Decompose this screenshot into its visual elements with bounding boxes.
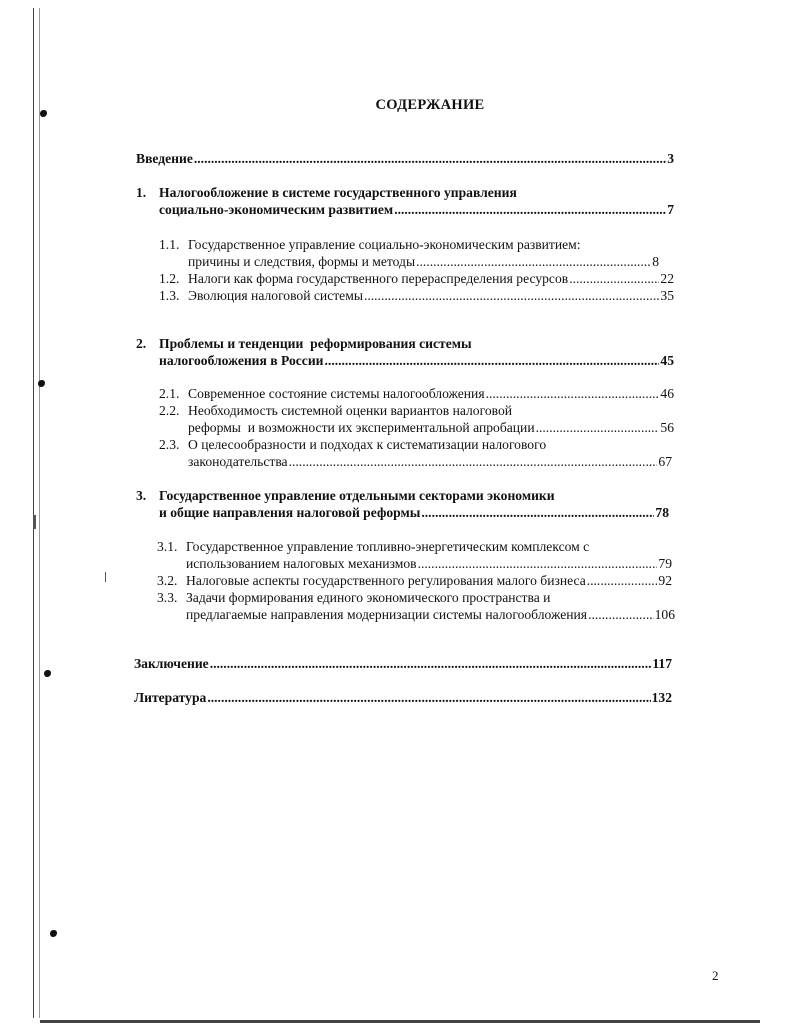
scan-speck bbox=[105, 572, 106, 582]
dot-leader bbox=[210, 655, 652, 672]
dot-leader bbox=[569, 270, 659, 287]
toc-page-number: 92 bbox=[658, 573, 672, 588]
dot-leader bbox=[587, 572, 658, 589]
section-number: 2.2. bbox=[159, 403, 180, 418]
section-title-line2: причины и следствия, формы и методы bbox=[188, 254, 416, 269]
scan-border-line bbox=[33, 8, 34, 1018]
section-title-line1: Необходимость системной оценки вариантов налоговой bbox=[188, 403, 513, 418]
scan-speck bbox=[50, 930, 57, 937]
toc-chapter-1 bbox=[136, 184, 674, 218]
toc-entry-label: Литература bbox=[134, 690, 207, 705]
chapter-title-line2: социально-экономическим развитием bbox=[159, 202, 394, 217]
chapter-number: 3. bbox=[136, 488, 147, 503]
toc-page-number: 67 bbox=[658, 454, 672, 469]
toc-page-number: 117 bbox=[652, 656, 672, 671]
dot-leader bbox=[364, 287, 659, 304]
toc-page-number: 46 bbox=[660, 386, 674, 401]
section-number: 3.3. bbox=[157, 590, 178, 605]
section-title-line1: Государственное управление топливно-энергетическим комплексом с bbox=[186, 539, 590, 554]
toc-page-number: 35 bbox=[660, 288, 674, 303]
section-title-line1: Государственное управление социально-экономическим развитием: bbox=[188, 237, 581, 252]
toc-section-2-1 bbox=[159, 385, 674, 402]
section-title: Современное состояние системы налогообложения bbox=[188, 386, 485, 401]
scan-speck bbox=[44, 670, 51, 677]
section-title: Эволюция налоговой системы bbox=[188, 288, 363, 303]
section-number: 2.1. bbox=[159, 386, 180, 401]
dot-leader bbox=[418, 555, 658, 572]
dot-leader bbox=[289, 453, 658, 470]
dot-leader bbox=[207, 689, 650, 706]
chapter-title-line2: и общие направления налоговой реформы bbox=[159, 505, 421, 520]
scan-speck bbox=[33, 515, 36, 529]
chapter-title-line1: Государственное управление отдельными секторами экономики bbox=[159, 488, 555, 503]
section-title-line2: законодательства bbox=[188, 454, 288, 469]
toc-entry-label: Заключение bbox=[134, 656, 209, 671]
dot-leader bbox=[416, 253, 651, 270]
toc-page-number: 78 bbox=[655, 505, 669, 520]
dot-leader bbox=[421, 504, 654, 521]
dot-leader bbox=[486, 385, 660, 402]
toc-page-number: 45 bbox=[660, 353, 674, 368]
toc-page-number: 3 bbox=[667, 151, 674, 166]
dot-leader bbox=[536, 419, 660, 436]
section-title-line1: Задачи формирования единого экономического пространства и bbox=[186, 590, 551, 605]
chapter-title-line1: Проблемы и тенденции реформирования системы bbox=[159, 336, 472, 351]
dot-leader bbox=[194, 150, 666, 167]
section-title-line1: О целесообразности и подходах к систематизации налогового bbox=[188, 437, 547, 452]
toc-page-number: 8 bbox=[652, 254, 659, 269]
section-title: Налоговые аспекты государственного регулирования малого бизнеса bbox=[186, 573, 586, 588]
toc-section-3-2 bbox=[157, 572, 672, 589]
toc-entry-conclusion bbox=[134, 655, 672, 672]
toc-section-3-1 bbox=[157, 538, 672, 572]
dot-leader bbox=[588, 606, 654, 623]
toc-section-1-3 bbox=[159, 287, 674, 304]
section-number: 1.1. bbox=[159, 237, 180, 252]
page-title: СОДЕРЖАНИЕ bbox=[375, 97, 485, 113]
toc-page-number: 22 bbox=[660, 271, 674, 286]
toc-chapter-3 bbox=[136, 487, 669, 521]
chapter-number: 1. bbox=[136, 185, 147, 200]
section-title-line2: реформы и возможности их экспериментальной апробации bbox=[188, 420, 535, 435]
toc-entry-label: Введение bbox=[136, 151, 193, 166]
dot-leader bbox=[325, 352, 660, 369]
section-number: 1.2. bbox=[159, 271, 180, 286]
scan-speck bbox=[38, 380, 45, 387]
scan-border-line bbox=[39, 8, 40, 1018]
scan-border-line bbox=[40, 1020, 760, 1023]
toc-page-number: 106 bbox=[654, 607, 675, 622]
dot-leader bbox=[394, 201, 666, 218]
section-title: Налоги как форма государственного перераспределения ресурсов bbox=[188, 271, 569, 286]
toc-section-1-1 bbox=[159, 236, 659, 270]
chapter-title-line1: Налогообложение в системе государственного управления bbox=[159, 185, 517, 200]
chapter-number: 2. bbox=[136, 336, 147, 351]
chapter-title-line2: налогообложения в России bbox=[159, 353, 324, 368]
toc-chapter-2 bbox=[136, 335, 674, 369]
toc-page-number: 79 bbox=[658, 556, 672, 571]
toc-page-number: 56 bbox=[660, 420, 674, 435]
toc-section-1-2 bbox=[159, 270, 674, 287]
toc-section-2-2 bbox=[159, 402, 674, 436]
section-number: 3.2. bbox=[157, 573, 178, 588]
toc-section-2-3 bbox=[159, 436, 672, 470]
section-number: 1.3. bbox=[159, 288, 180, 303]
toc-entry-introduction bbox=[136, 150, 674, 167]
section-title-line2: использованием налоговых механизмов bbox=[186, 556, 417, 571]
toc-page-number: 132 bbox=[651, 690, 672, 705]
toc-page-number: 7 bbox=[667, 202, 674, 217]
page-number: 2 bbox=[712, 968, 719, 983]
section-title-line2: предлагаемые направления модернизации системы налогообложения bbox=[186, 607, 588, 622]
toc-section-3-3 bbox=[157, 589, 675, 623]
section-number: 3.1. bbox=[157, 539, 178, 554]
section-number: 2.3. bbox=[159, 437, 180, 452]
toc-entry-literature bbox=[134, 689, 672, 706]
